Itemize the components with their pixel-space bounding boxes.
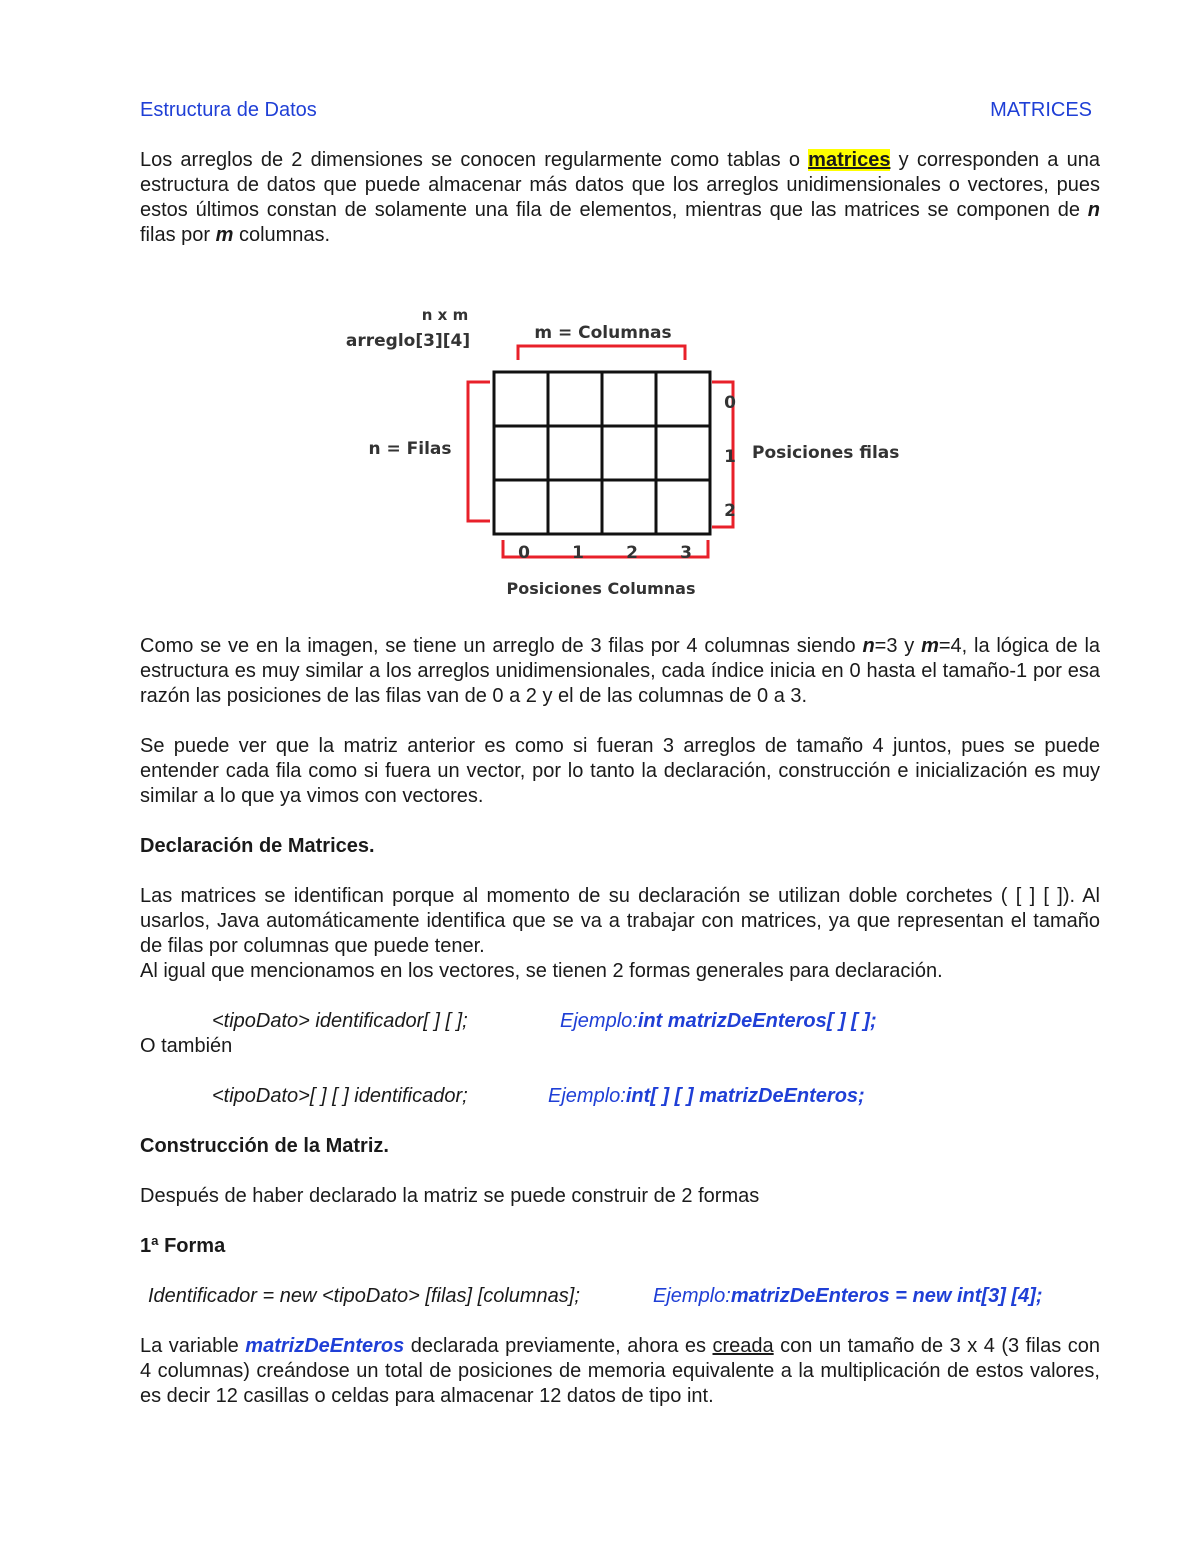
declaration-form-1 (140, 1009, 1100, 1034)
top-bracket (518, 346, 685, 360)
nxm-label: n x m (421, 306, 469, 324)
column-index-label: 0 (518, 543, 530, 563)
highlighted-term: matrices (808, 149, 891, 171)
explanation-paragraph: Como se ve en la imagen, se tiene un arreglo de 3 filas por 4 columnas siendo n=3 y m=4, la lógica de la estructura es muy similar a los arreglos unidimensionales, cada índice inicia en 0 hasta el tamaño-1 por esa razón las posiciones de las filas van de 0 a 2 y el de las columnas de 0 a 3. (140, 635, 1101, 707)
matrix-cell (494, 426, 548, 480)
matrix-cell (656, 480, 710, 534)
syntax-text: Identificador = new <tipoDato> [filas] [columnas]; (148, 1285, 580, 1307)
column-index-label: 3 (680, 543, 692, 563)
creation-paragraph: La variable matrizDeEnteros declarada previamente, ahora es creada con un tamaño de 3 x 4 (3 filas con 4 columnas) creándose un total de posiciones de memoria equivalente a la multiplicación de estos valores, es decir 12 casillas o celdas para almacenar 12 datos de tipo int. (140, 1335, 1100, 1407)
row-indices (724, 393, 736, 521)
matrix-cell (602, 372, 656, 426)
subheading-first-form: 1ª Forma (140, 1235, 226, 1257)
document-header (140, 98, 1100, 126)
document-page (140, 98, 1100, 1409)
construction-syntax (140, 1284, 1100, 1309)
matrix-cell (656, 372, 710, 426)
variable-name: matrizDeEnteros (245, 1335, 405, 1357)
row-positions-label: Posiciones filas (752, 443, 900, 463)
column-indices (518, 543, 692, 563)
matrix-cell (494, 372, 548, 426)
column-index-label: 2 (626, 543, 638, 563)
example-label: Ejemplo: (653, 1285, 731, 1307)
column-index-label: 1 (572, 543, 584, 563)
rows-label: n = Filas (368, 439, 452, 459)
left-bracket (468, 382, 490, 521)
example-code: matrizDeEnteros = new int[3] [4]; (730, 1285, 1043, 1307)
intro-paragraph: Los arreglos de 2 dimensiones se conocen regularmente como tablas o matrices y corresponden a una estructura de datos que puede almacenar más datos que los arreglos unidimensionales o vectores, pues estos últimos constan de solamente una fila de elementos, mientras que las matrices se componen de n filas por m columnas. (140, 149, 1100, 246)
topic-title: MATRICES (990, 99, 1092, 121)
construction-paragraph: Después de haber declarado la matriz se puede construir de 2 formas (140, 1185, 760, 1207)
matrix-cell (548, 480, 602, 534)
row-index-label: 0 (724, 393, 736, 413)
column-positions-label: Posiciones Columnas (506, 579, 696, 598)
alternative-label: O también (140, 1035, 233, 1057)
matrix-cell (602, 480, 656, 534)
matrix-cell (548, 372, 602, 426)
underlined-term: creada (712, 1335, 774, 1357)
matrix-cell (494, 480, 548, 534)
declaration-forms-paragraph: Al igual que mencionamos en los vectores, se tienen 2 formas generales para declaración. (140, 960, 943, 982)
matrix-grid (494, 372, 710, 534)
matrix-cell (602, 426, 656, 480)
syntax-text: <tipoDato>[ ] [ ] identificador; (212, 1085, 468, 1107)
matrix-cell (656, 426, 710, 480)
declaration-label: arreglo[3][4] (345, 331, 471, 351)
row-index-label: 2 (724, 501, 736, 521)
declaration-form-2 (140, 1084, 1100, 1109)
matrix-diagram (340, 302, 920, 602)
bottom-bracket (503, 540, 708, 557)
course-title: Estructura de Datos (140, 99, 317, 121)
section-heading-declaration: Declaración de Matrices. (140, 835, 375, 857)
vector-comparison-paragraph: Se puede ver que la matriz anterior es como si fueran 3 arreglos de tamaño 4 juntos, pues se puede entender cada fila como si fuera un vector, por lo tanto la declaración, construcción e inicialización es muy similar a lo que ya vimos con vectores. (140, 735, 1100, 807)
example-code: int matrizDeEnteros[ ] [ ]; (637, 1010, 877, 1032)
example-label: Ejemplo: (560, 1010, 638, 1032)
syntax-text: <tipoDato> identificador[ ] [ ]; (212, 1010, 468, 1032)
row-index-label: 1 (724, 447, 736, 467)
matrix-diagram-svg (340, 302, 920, 602)
section-heading-construction: Construcción de la Matriz. (140, 1135, 389, 1157)
columns-label: m = Columnas (534, 323, 672, 343)
declaration-paragraph: Las matrices se identifican porque al momento de su declaración se utilizan doble corchetes ( [ ] [ ]). Al usarlos, Java automáticamente identifica que se va a trabajar con matrices, ya que representan el tamaño de filas por columnas que puede tener. (140, 885, 1100, 957)
example-label: Ejemplo: (548, 1085, 626, 1107)
example-code: int[ ] [ ] matrizDeEnteros; (625, 1085, 865, 1107)
matrix-cell (548, 426, 602, 480)
